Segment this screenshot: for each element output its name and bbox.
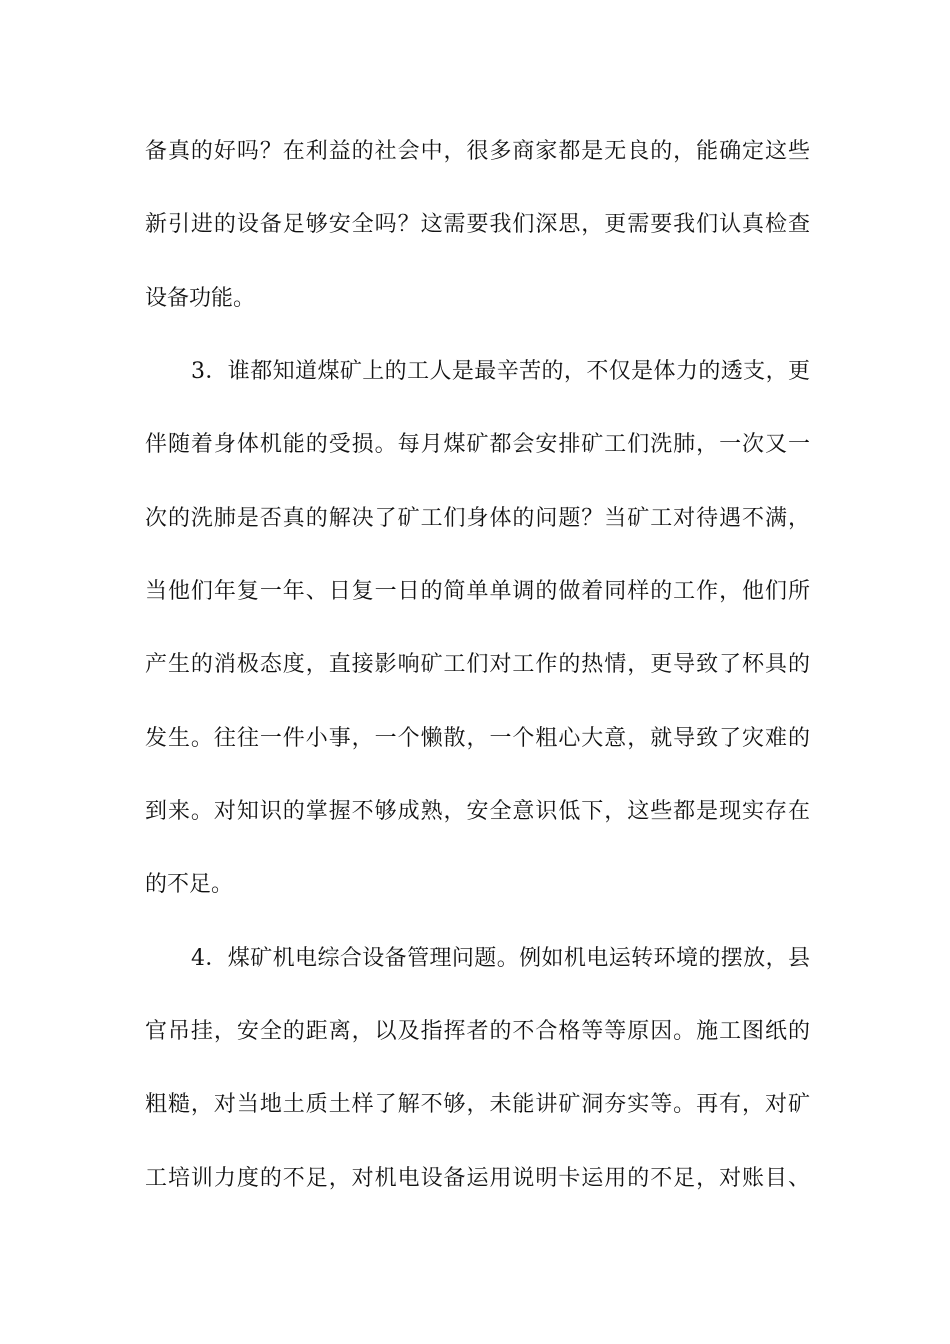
text-line-6: 次的洗肺是否真的解决了矿工们身体的问题？当矿工对待遇不满，	[145, 506, 810, 531]
text-line-1: 备真的好吗？在利益的社会中，很多商家都是无良的，能确定这些	[145, 139, 810, 164]
text-line-9: 发生。往往一件小事，一个懒散，一个粗心大意，就导致了灾难的	[145, 726, 810, 751]
text-line-10: 到来。对知识的掌握不够成熟，安全意识低下，这些都是现实存在	[145, 799, 810, 824]
text-line-8: 产生的消极态度，直接影响矿工们对工作的热情，更导致了杯具的	[145, 652, 810, 677]
text-line-2: 新引进的设备足够安全吗？这需要我们深思，更需要我们认真检查	[145, 212, 810, 237]
text-line-14: 粗糙，对当地土质土样了解不够，未能讲矿洞夯实等。再有，对矿	[145, 1092, 810, 1117]
text-line-15: 工培训力度的不足，对机电设备运用说明卡运用的不足，对账目、	[145, 1166, 810, 1191]
text-line-7: 当他们年复一年、日复一日的简单单调的做着同样的工作，他们所	[145, 579, 810, 604]
text-line-5: 伴随着身体机能的受损。每月煤矿都会安排矿工们洗肺，一次又一	[145, 432, 810, 457]
text-line-4: 3．谁都知道煤矿上的工人是最辛苦的，不仅是体力的透支，更	[191, 359, 810, 384]
text-line-11: 的不足。	[145, 872, 234, 897]
text-line-12: 4．煤矿机电综合设备管理问题。例如机电运转环境的摆放，县	[191, 946, 810, 971]
text-line-3: 设备功能。	[145, 286, 256, 311]
text-line-13: 官吊挂，安全的距离，以及指挥者的不合格等等原因。施工图纸的	[145, 1019, 810, 1044]
